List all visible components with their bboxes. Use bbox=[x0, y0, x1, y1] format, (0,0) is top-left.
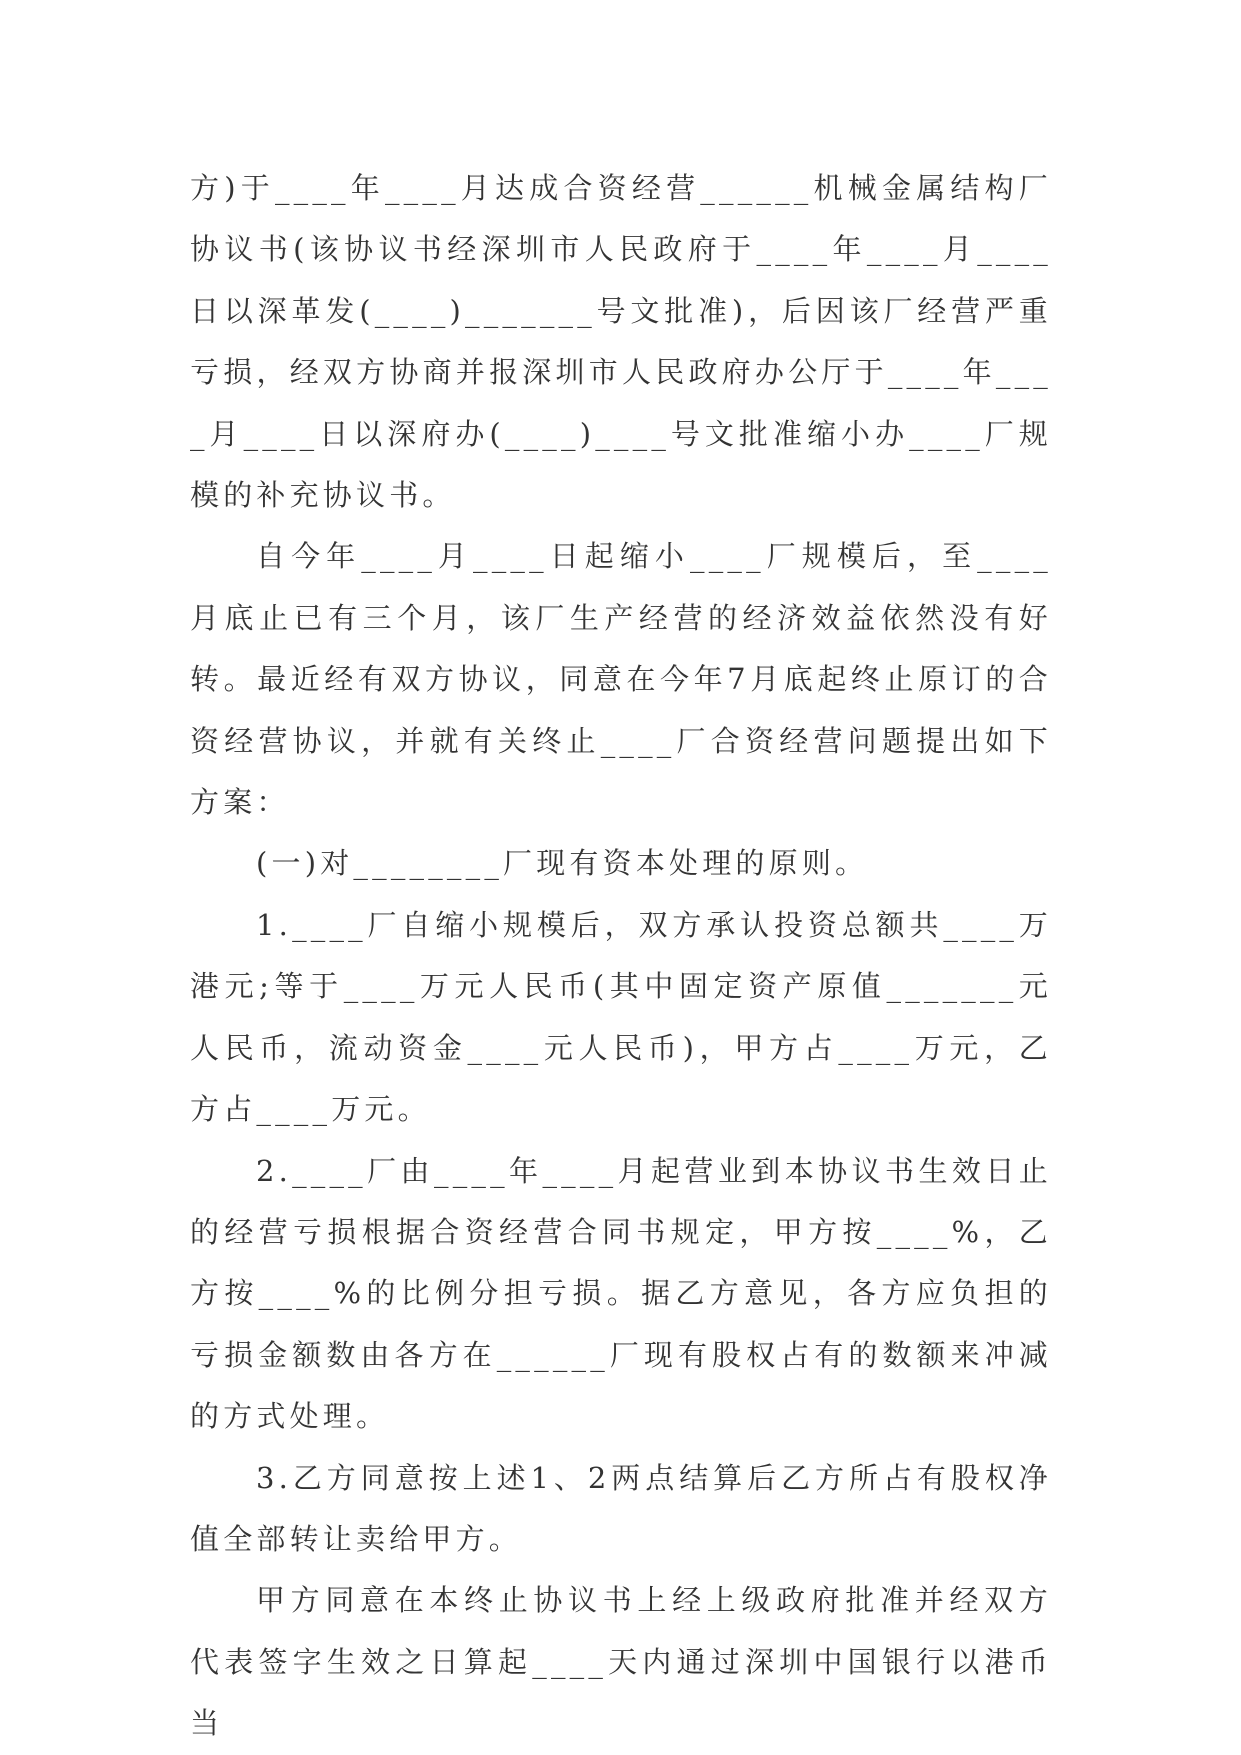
document-body bbox=[190, 158, 1052, 1755]
paragraph-1: 方)于____年____月达成合资经营______机械金属结构厂协议书(该协议书经深圳市人民政府于____年____月____日以深革发(____)_______号文批准)，后因该厂经营严重亏损，经双方协商并报深圳市人民政府办公厅于____年____月____日以深府办(____)____号文批准缩小办____厂规模的补充协议书。 bbox=[190, 171, 1052, 513]
paragraph-2: 自今年____月____日起缩小____厂规模后，至____月底止已有三个月，该厂生产经营的经济效益依然没有好转。最近经有双方协议，同意在今年7月底起终止原订的合资经营协议，并就有关终止____厂合资经营问题提出如下方案： bbox=[190, 539, 1052, 820]
paragraph-7: 甲方同意在本终止协议书上经上级政府批准并经双方代表签字生效之日算起____天内通过深圳中国银行以港币当 bbox=[190, 1583, 1052, 1741]
paragraph-5: 2.____厂由____年____月起营业到本协议书生效日止的经营亏损根据合资经营合同书规定，甲方按____%，乙方按____%的比例分担亏损。据乙方意见，各方应负担的亏损金额数由各方在______厂现有股权占有的数额来冲减的方式处理。 bbox=[190, 1153, 1052, 1434]
paragraph-6: 3.乙方同意按上述1、2两点结算后乙方所占有股权净值全部转让卖给甲方。 bbox=[190, 1460, 1052, 1556]
paragraph-3: (一)对________厂现有资本处理的原则。 bbox=[256, 846, 869, 881]
paragraph-4: 1.____厂自缩小规模后，双方承认投资总额共____万港元;等于____万元人民币(其中固定资产原值_______元人民币，流动资金____元人民币)，甲方占____万元，乙方占____万元。 bbox=[190, 907, 1052, 1127]
